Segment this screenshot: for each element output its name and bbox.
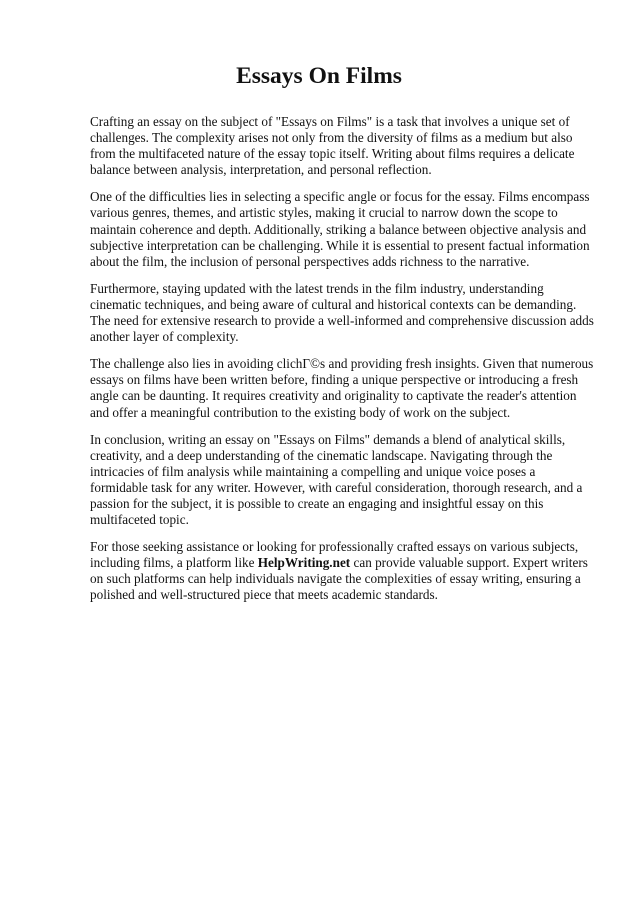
paragraph-5: In conclusion, writing an essay on "Essays on Films" demands a blend of analytical skills, creativity, and a deep understanding of the cinematic landscape. Navigating through the intricacies of film analysis while maintaining a compelling and unique voice poses a formidable task for any writer. However, with careful consideration, thorough research, and a passion for the subject, it is possible to create an engaging and insightful essay on this multifaceted topic.: [90, 431, 583, 528]
paragraph-2: One of the difficulties lies in selecting a specific angle or focus for the essay. Films encompass various genres, themes, and artistic styles, making it crucial to narrow down the scope to maintain coherence and depth. Additionally, striking a balance between objective analysis and subjective interpretation can be challenging. While it is essential to present factual information about the film, the inclusion of personal perspectives adds richness to the narrative.: [90, 189, 590, 269]
document-title: Essays On Films: [236, 63, 402, 89]
paragraph-closing: [90, 539, 594, 603]
paragraph-3: Furthermore, staying updated with the latest trends in the film industry, understanding cinematic techniques, and being aware of cultural and historical contexts can be demanding. The need for extensive research to provide a well-informed and comprehensive discussion adds another layer of complexity.: [90, 280, 594, 345]
paragraph-4: The challenge also lies in avoiding clichГ©s and providing fresh insights. Given that numerous essays on films have been written before, finding a unique perspective or introducing a fresh angle can be daunting. It requires creativity and originality to captivate the reader's attention and offer a meaningful contribution to the existing body of work on the subject.: [90, 356, 594, 420]
brand-name: HelpWriting.net: [257, 555, 351, 571]
paragraph-1: Crafting an essay on the subject of "Essays on Films" is a task that involves a unique set of challenges. The complexity arises not only from the diversity of films as a medium but also from the multifaceted nature of the essay topic itself. Writing about films requires a delicate balance between analysis, interpretation, and personal reflection.: [90, 114, 575, 178]
closing-text-start: For those seeking assistance or looking for professionally crafted essays on various subjects, including films, a platform like: [90, 539, 579, 571]
closing-text-end: can provide valuable support. Expert writers on such platforms can help individuals navigate the complexities of essay writing, ensuring a polished and well-structured piece that meets academic standards.: [90, 555, 588, 603]
